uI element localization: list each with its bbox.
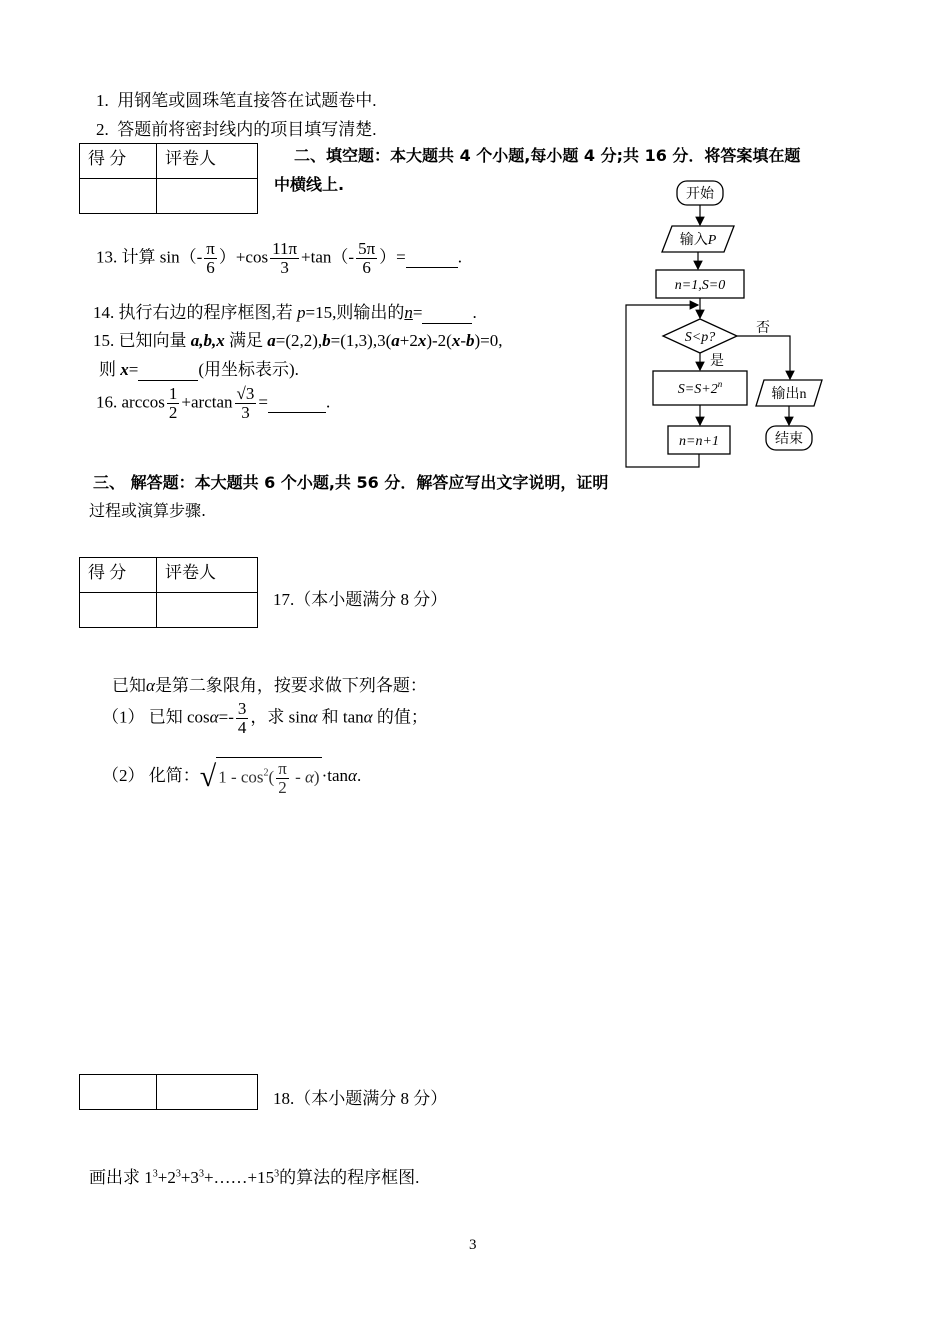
flowchart xyxy=(600,175,840,475)
fraction-sqrt3-3: $\frac{√3}{3}$ xyxy=(236,384,255,422)
grader-cell[interactable] xyxy=(157,1075,258,1110)
answer-blank-16[interactable] xyxy=(268,392,326,413)
grader-header: 评卷人 xyxy=(157,558,258,593)
answer-blank-13[interactable] xyxy=(406,247,458,268)
question-15-line2: 则 x= (用坐标表示). xyxy=(99,360,299,379)
grader-cell[interactable] xyxy=(157,593,258,628)
section2-heading-line2: 中横线上. xyxy=(274,175,345,194)
score-table-2 xyxy=(79,557,258,628)
flowchart-increment-label: n=n+1 xyxy=(679,434,719,449)
score-cell[interactable] xyxy=(80,1075,157,1110)
flowchart-end-label: 结束 xyxy=(775,432,803,447)
score-header: 得 分 xyxy=(80,144,157,179)
score-header: 得 分 xyxy=(80,558,157,593)
question-17-intro: 已知α是第二象限角，按要求做下列各题： xyxy=(112,676,427,695)
fraction-pi-2: $\frac{\pi}{2}$ xyxy=(278,759,287,797)
answer-blank-14[interactable] xyxy=(422,303,472,324)
score-table-3 xyxy=(79,1074,258,1110)
flowchart-output-label: 输出n xyxy=(771,387,807,402)
fraction-1-2: $\frac{1}{2}$ xyxy=(168,384,178,422)
fraction-pi-6: $\frac{\pi}{6}$ xyxy=(206,239,215,277)
score-cell[interactable] xyxy=(80,179,157,214)
flowchart-init-label: n=1,S=0 xyxy=(674,278,726,293)
radicand: $1 - \cos^2$( $\frac{\pi}{2}$ - α) xyxy=(218,759,320,797)
flowchart-yes-label: 是 xyxy=(710,354,724,369)
question-17-title: 17.（本小题满分 8 分） xyxy=(273,590,448,609)
flowchart-decision-label: S<p? xyxy=(684,330,716,345)
question-17-part1: （1） 已知 cosα=- $\frac{3}{4}$ ，求 sinα 和 tanα 的值； xyxy=(102,699,428,737)
question-18-text: 画出求 $1^3+2^3+3^3+\dots\dots+15^3$的算法的程序框图. xyxy=(89,1168,420,1187)
fraction-5pi-6: $\frac{5\pi}{6}$ xyxy=(358,239,376,277)
flowchart-start-label: 开始 xyxy=(686,187,714,202)
score-table-1 xyxy=(79,143,258,214)
grader-header: 评卷人 xyxy=(157,144,258,179)
page-number: 3 xyxy=(469,1237,477,1253)
fraction-3-4: $\frac{3}{4}$ xyxy=(237,699,247,737)
question-13: 13. 计算 sin（- $\frac{\pi}{6}$ ）+cos $\frac{11\pi}{3}$ +tan（- $\frac{5\pi}{6}$ ）= . xyxy=(96,239,463,277)
flowchart-no-label: 否 xyxy=(756,321,770,336)
question-17-part2: （2） 化简：√ $1 - \cos^2$( $\frac{\pi}{2}$ - α) ·tanα. xyxy=(102,759,362,797)
sqrt-icon: √ xyxy=(199,759,217,793)
instruction-1: 1. 用钢笔或圆珠笔直接答在试题卷中. xyxy=(96,91,377,110)
question-16: 16. arccos $\frac{1}{2}$ +arctan $\frac{√3}{3}$ = . xyxy=(96,384,331,422)
section2-heading-line1: 二、填空题：本大题共 4 个小题,每小题 4 分;共 16 分．将答案填在题 xyxy=(294,146,801,165)
score-cell[interactable] xyxy=(80,593,157,628)
fraction-11pi-3: $\frac{11\pi}{3}$ xyxy=(272,239,298,277)
instruction-2: 2. 答题前将密封线内的项目填写清楚. xyxy=(96,120,377,139)
grader-cell[interactable] xyxy=(157,179,258,214)
section3-heading-line2: 过程或演算步骤. xyxy=(89,501,207,520)
flowchart-assign-label: $S=S+2^n$ xyxy=(677,379,723,397)
question-18-title: 18.（本小题满分 8 分） xyxy=(273,1089,448,1108)
question-15-line1: 15. 已知向量 a,b,x 满足 a=(2,2),b=(1,3),3(a+2x)-2(x-b)=0, xyxy=(93,331,503,350)
question-14: 14. 执行右边的程序框图,若 p=15,则输出的n= . xyxy=(93,303,477,322)
section3-heading-line1: 三、 解答题：本大题共 6 个小题,共 56 分．解答应写出文字说明，证明 xyxy=(93,473,609,492)
flowchart-input-label: 输入P xyxy=(679,233,717,248)
answer-blank-15[interactable] xyxy=(138,360,198,381)
